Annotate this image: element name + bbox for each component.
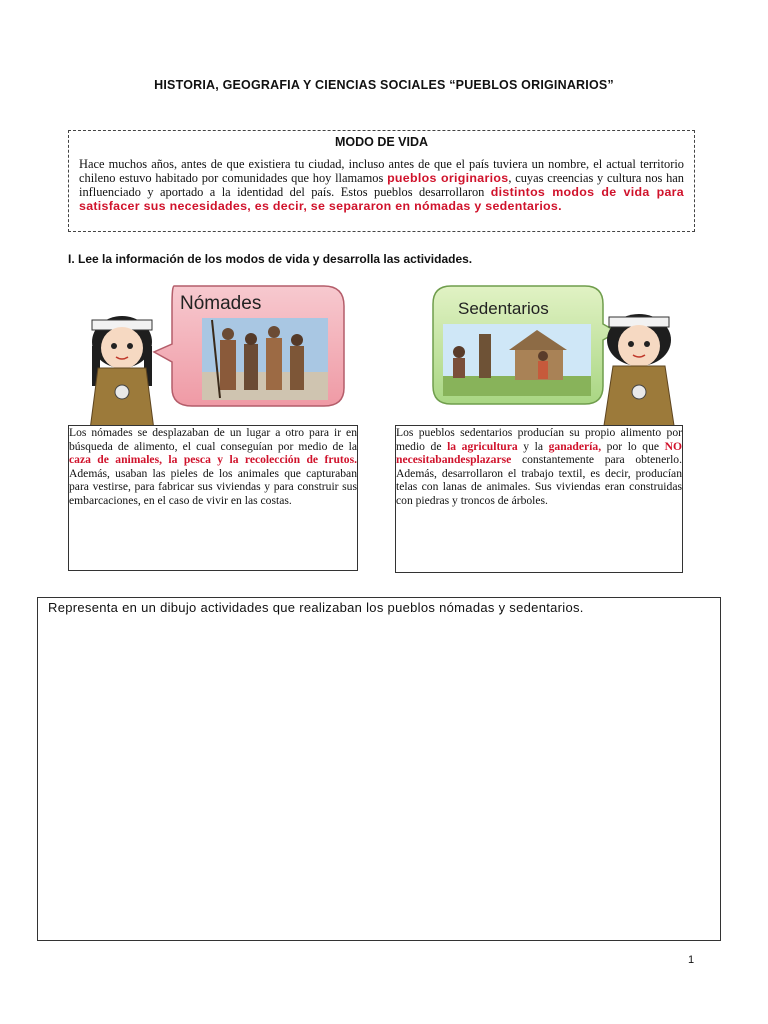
nomades-girl-figure bbox=[90, 316, 154, 430]
highlight-caza-pesca: caza de animales, la pesca y la recolección de frutos. bbox=[69, 453, 357, 466]
sedentarios-illustration bbox=[425, 280, 695, 440]
highlight-ganaderia: ganadería, bbox=[548, 439, 602, 453]
drawing-box[interactable] bbox=[37, 597, 721, 941]
page-title: HISTORIA, GEOGRAFIA Y CIENCIAS SOCIALES “PUEBLOS ORIGINARIOS” bbox=[154, 78, 614, 92]
drawing-prompt: Representa en un dibujo actividades que realizaban los pueblos nómadas y sedentarios. bbox=[48, 600, 584, 615]
modo-de-vida-heading: MODO DE VIDA bbox=[334, 135, 429, 149]
nomades-text: Los nómades se desplazaban de un lugar a otro para ir en búsqueda de alimento, el cual conseguían por medio de la caza de animales, la pesca y la recolección de frutos. Además, usaban las pieles de los animales que capturaban para vestirse, para fabricar sus viviendas y para construir sus embarcaciones, en el caso de vivir en las costas. bbox=[69, 426, 357, 507]
sedentarios-photo bbox=[443, 324, 591, 396]
modo-de-vida-text: Hace muchos años, antes de que existiera tu ciudad, incluso antes de que el país tuviera un nombre, el actual territorio chileno estuvo habitado por comunidades que hoy llamamos pueblos originarios, cuyas creencias y cultura nos han influenciado y aportado a la identidad del país. Estos pueblos desarrollaron distintos modos de vida para satisfacer sus necesidades, es decir, se separaron en nómadas y sedentarios. bbox=[79, 157, 684, 213]
sedentarios-card bbox=[395, 425, 683, 573]
nomades-label: Nómades bbox=[180, 293, 262, 314]
highlight-agricultura: la agricultura bbox=[447, 439, 518, 453]
modo-de-vida-box bbox=[68, 130, 695, 232]
nomades-card bbox=[68, 425, 358, 571]
nomades-illustration bbox=[62, 280, 362, 440]
instruction-text: I. Lee la información de los modos de vida y desarrolla las actividades. bbox=[68, 252, 473, 266]
sedentarios-text: Los pueblos sedentarios producían su propio alimento por medio de la agricultura y la ganadería, por lo que NO necesitabandesplazarse constantemente para obtenerlo. Además, desarrollaron el trabajo textil, es decir, producían telas con lanas de animales. Sus viviendas eran construidas con piedras y troncos de árboles. bbox=[396, 426, 682, 507]
sedentarios-label: Sedentarios bbox=[458, 299, 549, 318]
page-number: 1 bbox=[688, 954, 695, 966]
sedentarios-girl-figure bbox=[603, 314, 675, 432]
highlight-modos-de-vida: distintos modos de vida para satisfacer sus necesidades, es decir, se separaron en nómadas y sedentarios. bbox=[79, 185, 684, 213]
highlight-no-desplazarse: NO necesitabandesplazarse bbox=[396, 439, 682, 466]
highlight-pueblos-originarios: pueblos originarios bbox=[387, 171, 509, 185]
nomades-photo bbox=[202, 318, 328, 400]
